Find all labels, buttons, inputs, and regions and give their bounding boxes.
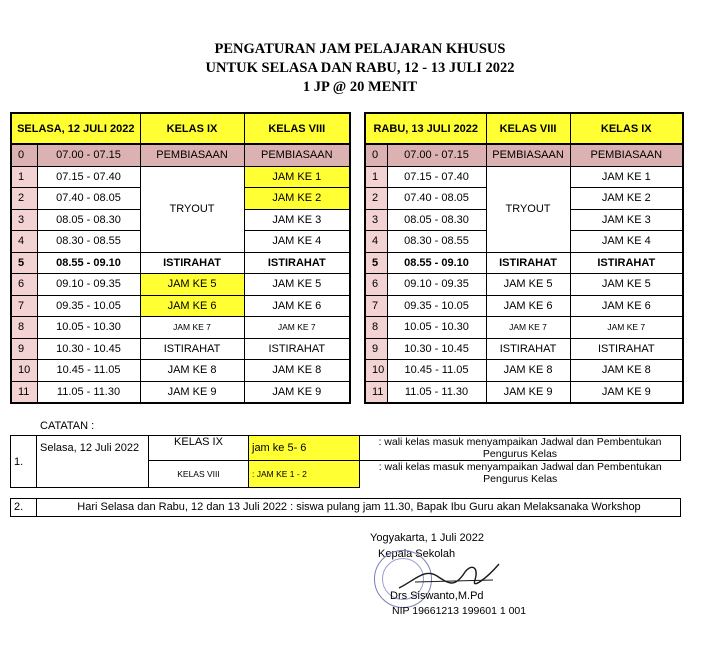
table-row	[365, 360, 683, 382]
table-row	[365, 274, 683, 296]
schedule-cell: ISTIRAHAT	[570, 252, 683, 274]
notes-label: CATATAN :	[40, 420, 95, 432]
time-cell: 08.30 - 08.55	[37, 231, 140, 253]
time-cell: 08.55 - 09.10	[37, 252, 140, 274]
schedule-cell: JAM KE 6	[570, 295, 683, 317]
time-cell: 07.00 - 07.15	[387, 144, 486, 166]
table-header-row	[11, 113, 350, 144]
schedule-cell: JAM KE 5	[570, 274, 683, 296]
schedule-cell: ISTIRAHAT	[244, 252, 350, 274]
time-cell: 10.05 - 10.30	[37, 317, 140, 339]
signature-nip: NIP 19661213 199601 1 001	[392, 605, 527, 617]
row-number: 6	[365, 274, 387, 296]
time-cell: 07.00 - 07.15	[37, 144, 140, 166]
document-title	[0, 40, 720, 97]
time-cell: 10.05 - 10.30	[387, 317, 486, 339]
schedule-cell: JAM KE 3	[244, 209, 350, 231]
table-row	[365, 338, 683, 360]
schedule-cell: JAM KE 6	[486, 295, 570, 317]
table-row	[11, 295, 350, 317]
table-row	[11, 274, 350, 296]
schedule-cell: JAM KE 5	[140, 274, 244, 296]
signature-place-date: Yogyakarta, 1 Juli 2022	[370, 532, 484, 544]
schedule-cell: PEMBIASAAN	[140, 144, 244, 166]
schedule-cell: JAM KE 4	[570, 231, 683, 253]
row-number: 3	[11, 209, 37, 231]
note-number: 2.	[11, 499, 37, 516]
time-cell: 07.40 - 08.05	[387, 188, 486, 210]
row-number: 5	[11, 252, 37, 274]
row-number: 8	[365, 317, 387, 339]
schedule-cell: JAM KE 6	[244, 295, 350, 317]
row-number: 7	[365, 295, 387, 317]
table-row	[365, 381, 683, 403]
title-line-2: UNTUK SELASA DAN RABU, 12 - 13 JULI 2022	[205, 60, 515, 76]
time-cell: 07.15 - 07.40	[387, 166, 486, 188]
table-row	[365, 166, 683, 188]
note-class: KELAS IX	[149, 436, 249, 461]
row-number: 9	[365, 338, 387, 360]
time-cell: 11.05 - 11.30	[37, 381, 140, 403]
time-cell: 07.15 - 07.40	[37, 166, 140, 188]
time-cell: 08.55 - 09.10	[387, 252, 486, 274]
time-cell: 08.05 - 08.30	[37, 209, 140, 231]
time-cell: 08.05 - 08.30	[387, 209, 486, 231]
schedule-cell: JAM KE 9	[244, 381, 350, 403]
table-row	[11, 144, 350, 166]
note-jam: : JAM KE 1 - 2	[249, 461, 360, 488]
table-row	[365, 295, 683, 317]
table-row	[365, 144, 683, 166]
time-cell: 11.05 - 11.30	[387, 381, 486, 403]
table-row	[11, 360, 350, 382]
schedule-cell: JAM KE 7	[140, 317, 244, 339]
schedule-cell: JAM KE 8	[570, 360, 683, 382]
schedule-cell: JAM KE 1	[570, 166, 683, 188]
signature-role: Kepala Sekolah	[378, 548, 456, 560]
time-cell: 09.35 - 10.05	[37, 295, 140, 317]
time-cell: 07.40 - 08.05	[37, 188, 140, 210]
header-class: KELAS IX	[570, 113, 683, 144]
header-class: KELAS IX	[140, 113, 244, 144]
schedule-cell: JAM KE 6	[140, 295, 244, 317]
schedule-cell: JAM KE 5	[244, 274, 350, 296]
schedule-cell: ISTIRAHAT	[570, 338, 683, 360]
row-number: 6	[11, 274, 37, 296]
schedule-cell: JAM KE 8	[486, 360, 570, 382]
row-number: 4	[11, 231, 37, 253]
schedule-cell: JAM KE 9	[486, 381, 570, 403]
title-line-1: PENGATURAN JAM PELAJARAN KHUSUS	[214, 41, 506, 57]
row-number: 0	[365, 144, 387, 166]
table-row	[11, 338, 350, 360]
schedule-cell: JAM KE 4	[244, 231, 350, 253]
schedule-cell: JAM KE 8	[140, 360, 244, 382]
notes-row-2	[10, 498, 681, 517]
row-number: 8	[11, 317, 37, 339]
schedule-cell: JAM KE 7	[244, 317, 350, 339]
schedule-cell: JAM KE 1	[244, 166, 350, 188]
row-number: 10	[365, 360, 387, 382]
schedule-table-wednesday	[364, 112, 684, 404]
schedule-cell: ISTIRAHAT	[486, 252, 570, 274]
time-cell: 10.30 - 10.45	[387, 338, 486, 360]
time-cell: 10.45 - 11.05	[37, 360, 140, 382]
time-cell: 09.35 - 10.05	[387, 295, 486, 317]
table-row	[11, 252, 350, 274]
header-class: KELAS VIII	[486, 113, 570, 144]
title-line-3: 1 JP @ 20 MENIT	[302, 79, 418, 95]
row-number: 3	[365, 209, 387, 231]
time-cell: 08.30 - 08.55	[387, 231, 486, 253]
schedule-cell: JAM KE 5	[486, 274, 570, 296]
schedule-cell: ISTIRAHAT	[486, 338, 570, 360]
schedule-cell: JAM KE 2	[570, 188, 683, 210]
table-row	[11, 166, 350, 188]
header-day: SELASA, 12 JULI 2022	[11, 113, 140, 144]
schedule-cell: PEMBIASAAN	[244, 144, 350, 166]
schedule-cell: JAM KE 3	[570, 209, 683, 231]
time-cell: 10.30 - 10.45	[37, 338, 140, 360]
schedule-cell: JAM KE 9	[140, 381, 244, 403]
header-class: KELAS VIII	[244, 113, 350, 144]
schedule-cell: JAM KE 7	[486, 317, 570, 339]
row-number: 11	[365, 381, 387, 403]
header-day: RABU, 13 JULI 2022	[365, 113, 486, 144]
schedule-cell: JAM KE 7	[570, 317, 683, 339]
note-date: Selasa, 12 Juli 2022	[37, 436, 149, 488]
row-number: 7	[11, 295, 37, 317]
table-row	[365, 252, 683, 274]
note-jam: jam ke 5- 6	[249, 436, 360, 461]
row-number: 0	[11, 144, 37, 166]
schedule-table-tuesday	[10, 112, 351, 404]
schedule-cell: JAM KE 9	[570, 381, 683, 403]
time-cell: 10.45 - 11.05	[387, 360, 486, 382]
tryout-cell: TRYOUT	[486, 166, 570, 252]
row-number: 2	[11, 188, 37, 210]
table-row	[11, 381, 350, 403]
schedule-cell: ISTIRAHAT	[140, 338, 244, 360]
row-number: 5	[365, 252, 387, 274]
notes-table	[10, 435, 681, 488]
signature-name: Drs Siswanto,M.Pd	[390, 590, 484, 602]
table-row	[365, 317, 683, 339]
schedule-cell: PEMBIASAAN	[570, 144, 683, 166]
schedule-cell: ISTIRAHAT	[244, 338, 350, 360]
schedule-cell: JAM KE 2	[244, 188, 350, 210]
note-class: KELAS VIII	[149, 461, 249, 488]
tryout-cell: TRYOUT	[140, 166, 244, 252]
time-cell: 09.10 - 09.35	[387, 274, 486, 296]
time-cell: 09.10 - 09.35	[37, 274, 140, 296]
note-text: Hari Selasa dan Rabu, 12 dan 13 Juli 2022 : siswa pulang jam 11.30, Bapak Ibu Guru akan Melaksanaka Workshop	[77, 501, 641, 513]
note-text: : wali kelas masuk menyampaikan Jadwal dan Pembentukan Pengurus Kelas	[360, 461, 681, 488]
row-number: 4	[365, 231, 387, 253]
row-number: 11	[11, 381, 37, 403]
note-text: : wali kelas masuk menyampaikan Jadwal dan Pembentukan Pengurus Kelas	[360, 436, 681, 461]
row-number: 9	[11, 338, 37, 360]
schedule-cell: PEMBIASAAN	[486, 144, 570, 166]
schedule-cell: ISTIRAHAT	[140, 252, 244, 274]
row-number: 2	[365, 188, 387, 210]
table-header-row	[365, 113, 683, 144]
row-number: 10	[11, 360, 37, 382]
notes-row	[11, 436, 681, 461]
row-number: 1	[365, 166, 387, 188]
note-number: 1.	[11, 436, 37, 488]
schedule-cell: JAM KE 8	[244, 360, 350, 382]
row-number: 1	[11, 166, 37, 188]
table-row	[11, 317, 350, 339]
